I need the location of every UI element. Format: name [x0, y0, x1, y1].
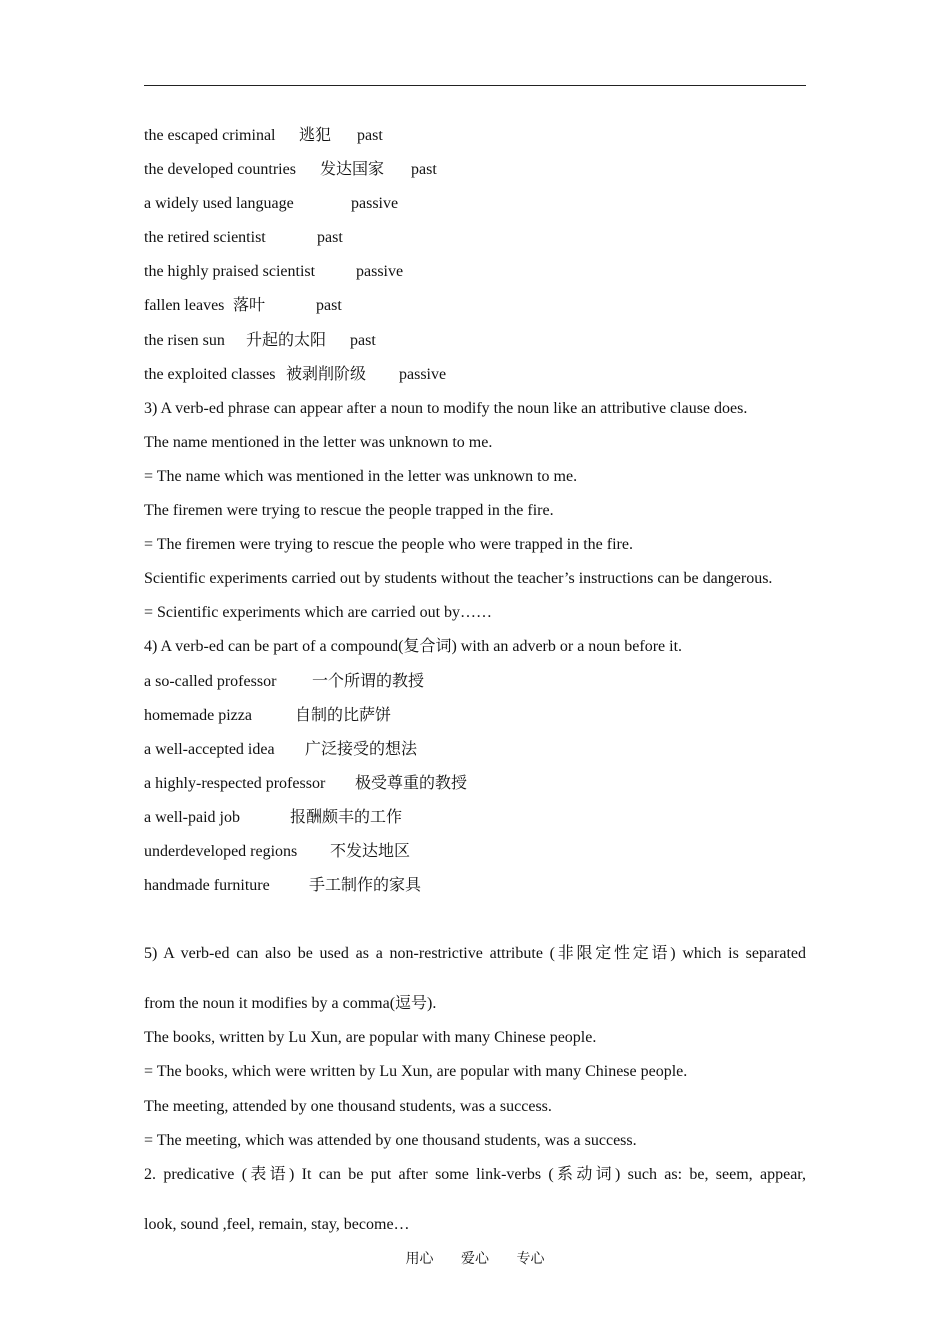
phrase-en: the developed countries: [144, 161, 296, 179]
phrase-en: the risen sun: [144, 331, 225, 349]
example-sentence: = The name which was mentioned in the letter was unknown to me.: [144, 467, 578, 485]
section-heading-continued: from the noun it modifies by a comma(逗号).: [144, 995, 437, 1013]
compound-zh: 自制的比萨饼: [295, 706, 392, 724]
phrase-type: passive: [399, 365, 447, 383]
compound-en: a well-paid job: [144, 808, 240, 826]
compound-zh: 广泛接受的想法: [305, 740, 418, 758]
example-sentence: The name mentioned in the letter was unknown to me.: [144, 433, 493, 451]
phrase-row: [144, 124, 806, 158]
phrase-type: past: [317, 229, 343, 247]
phrase-row: [144, 226, 806, 260]
example-sentence: The books, written by Lu Xun, are popular with many Chinese people.: [144, 1029, 597, 1047]
section-heading: 3) A verb-ed phrase can appear after a noun to modify the noun like an attributive clause does.: [144, 399, 748, 417]
compound-en: a well-accepted idea: [144, 740, 275, 758]
example-sentence: = The meeting, which was attended by one thousand students, was a success.: [144, 1131, 637, 1149]
footer-motto: 专心: [516, 1252, 545, 1267]
example-sentence: The meeting, attended by one thousand students, was a success.: [144, 1097, 552, 1115]
example-sentence: = The firemen were trying to rescue the people who were trapped in the fire.: [144, 536, 633, 554]
phrase-en: the highly praised scientist: [144, 263, 316, 281]
phrase-zh: 落叶: [233, 297, 266, 315]
phrase-en: the escaped criminal: [144, 127, 276, 144]
phrase-zh: 逃犯: [299, 127, 332, 144]
footer-motto: 爱心: [461, 1252, 489, 1267]
compound-en: homemade pizza: [144, 706, 252, 724]
phrase-en: fallen leaves: [144, 297, 225, 315]
compound-row: [144, 772, 806, 806]
page-footer: [0, 1248, 950, 1268]
phrase-en: the exploited classes: [144, 365, 276, 383]
compound-row: [144, 704, 806, 738]
compound-en: handmade furniture: [144, 877, 270, 895]
phrase-row: [144, 158, 806, 192]
compound-en: a so-called professor: [144, 672, 277, 690]
phrase-type: passive: [356, 263, 404, 281]
compound-zh: 不发达地区: [330, 842, 411, 860]
compound-en: underdeveloped regions: [144, 842, 298, 860]
footer-motto: 用心: [405, 1252, 434, 1267]
header-rule: [144, 85, 806, 86]
phrase-row: [144, 260, 806, 294]
phrase-en: the retired scientist: [144, 229, 266, 247]
phrase-row: [144, 294, 806, 328]
compound-row: [144, 670, 806, 704]
phrase-zh: 发达国家: [320, 161, 385, 179]
phrase-row: [144, 192, 806, 226]
compound-row: [144, 874, 806, 908]
section-heading: 5) A verb-ed can also be used as a non-restrictive attribute (非限定性定语) which is separated: [144, 945, 806, 963]
compound-row: [144, 806, 806, 840]
compound-row: [144, 840, 806, 874]
example-sentence: Scientific experiments carried out by students without the teacher’s instructions can be dangerous.: [144, 570, 773, 588]
document-body: [144, 124, 806, 1247]
section-heading-continued: look, sound ,feel, remain, stay, become…: [144, 1215, 410, 1233]
phrase-type: passive: [351, 195, 399, 213]
section-heading: 2. predicative (表语) It can be put after some link-verbs (系动词) such as: be, seem, appear,: [144, 1165, 806, 1183]
compound-row: [144, 738, 806, 772]
phrase-zh: 被剥削阶级: [286, 365, 367, 383]
section-heading: 4) A verb-ed can be part of a compound(复合词) with an adverb or a noun before it.: [144, 638, 683, 656]
compound-zh: 一个所谓的教授: [312, 672, 425, 690]
example-sentence: The firemen were trying to rescue the people trapped in the fire.: [144, 502, 554, 520]
compound-zh: 极受尊重的教授: [355, 774, 468, 792]
phrase-row: [144, 363, 806, 397]
phrase-en: a widely used language: [144, 195, 294, 213]
phrase-zh: 升起的太阳: [246, 331, 327, 349]
compound-zh: 报酬颇丰的工作: [290, 808, 403, 826]
blank-line: [144, 908, 806, 942]
phrase-row: [144, 329, 806, 363]
phrase-type: past: [316, 297, 342, 315]
compound-zh: 手工制作的家具: [309, 877, 422, 895]
compound-en: a highly-respected professor: [144, 774, 326, 792]
phrase-type: past: [411, 161, 437, 179]
phrase-type: past: [357, 127, 383, 144]
phrase-type: past: [350, 331, 376, 349]
example-sentence: = The books, which were written by Lu Xun, are popular with many Chinese people.: [144, 1063, 688, 1081]
example-sentence: = Scientific experiments which are carried out by……: [144, 604, 493, 622]
